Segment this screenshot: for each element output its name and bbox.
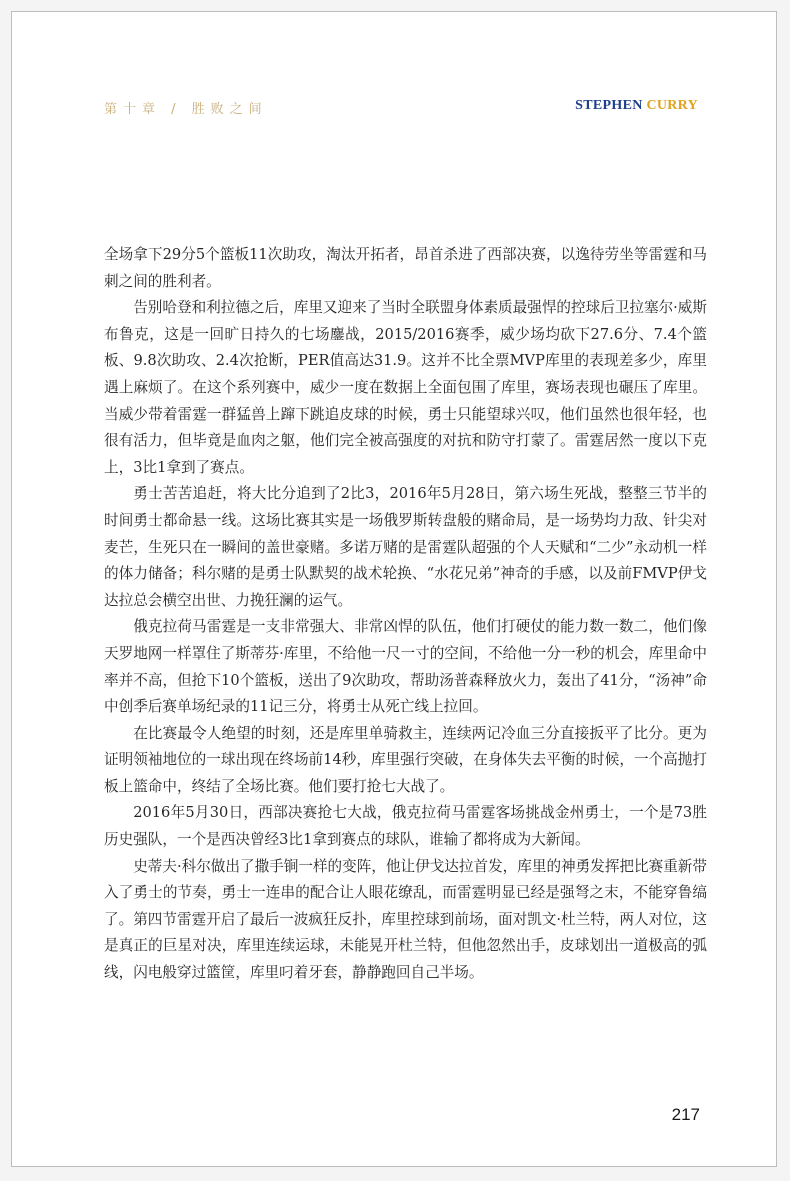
paragraph: 勇士苦苦追赶，将大比分追到了2比3，2016年5月28日，第六场生死战，整整三节半的时间勇士都命悬一线。这场比赛其实是一场俄罗斯转盘般的赌命局，是一场势均力敌、针尖对麦芒，生死只在一瞬间的盖世豪赌。多诺万赌的是雷霆队超强的个人天赋和“二少”永动机一样的体力储备；科尔赌的是勇士队默契的战术轮换、“水花兄弟”神奇的手感，以及前FMVP伊戈达拉总会横空出世、力挽狂澜的运气。 bbox=[104, 485, 707, 609]
paragraph: 2016年5月30日，西部决赛抢七大战，俄克拉荷马雷霆客场挑战金州勇士，一个是73胜历史强队，一个是西决曾经3比1拿到赛点的球队，谁输了都将成为大新闻。 bbox=[104, 804, 707, 849]
chapter-running-head: 第十章 / 胜败之间 bbox=[104, 102, 268, 117]
brand-first-word: STEPHEN bbox=[575, 98, 643, 113]
paragraph: 俄克拉荷马雷霆是一支非常强大、非常凶悍的队伍，他们打硬仗的能力数一数二，他们像天罗地网一样罩住了斯蒂芬·库里，不给他一尺一寸的空间，不给他一分一秒的机会，库里命中率并不高，但抢下10个篮板，送出了9次助攻，帮助汤普森释放火力，轰出了41分，“汤神”命中创季后赛单场纪录的11记三分，将勇士从死亡线上拉回。 bbox=[104, 618, 707, 716]
book-page bbox=[11, 11, 777, 1167]
paragraph: 在比赛最令人绝望的时刻，还是库里单骑救主，连续两记冷血三分直接扳平了比分。更为证明领袖地位的一球出现在终场前14秒，库里强行突破，在身体失去平衡的时候，一个高抛打板上篮命中，终结了全场比赛。他们要打抢七大战了。 bbox=[104, 724, 707, 795]
paragraph: 全场拿下29分5个篮板11次助攻，淘汰开拓者，昂首杀进了西部决赛，以逸待劳坐等雷霆和马刺之间的胜利者。 bbox=[104, 246, 707, 290]
paragraph: 告别哈登和利拉德之后，库里又迎来了当时全联盟身体素质最强悍的控球后卫拉塞尔·威斯布鲁克，这是一回旷日持久的七场鏖战，2015/2016赛季，威少场均砍下27.6分、7.4个篮板、9.8次助攻、2.4次抢断，PER值高达31.9。这并不比全票MVP库里的表现差多少，库里遇上麻烦了。在这个系列赛中，威少一度在数据上全面包围了库里，赛场表现也碾压了库里。当威少带着雷霆一群猛兽上蹿下跳追皮球的时候，勇士只能望球兴叹，他们虽然也很年轻，也很有活力，但毕竟是血肉之躯，他们完全被高强度的对抗和防守打蒙了。雷霆居然一度以下克上，3比1拿到了赛点。 bbox=[104, 299, 707, 476]
page-number: 217 bbox=[671, 1105, 700, 1124]
brand-second-word: CURRY bbox=[646, 98, 698, 113]
body-text bbox=[104, 242, 707, 987]
brand-logo bbox=[575, 98, 698, 114]
paragraph: 史蒂夫·科尔做出了撒手锏一样的变阵，他让伊戈达拉首发，库里的神勇发挥把比赛重新带入了勇士的节奏，勇士一连串的配合让人眼花缭乱，而雷霆明显已经是强弩之末，不能穿鲁缟了。第四节雷霆开启了最后一波疯狂反扑，库里控球到前场，面对凯文·杜兰特，两人对位，这是真正的巨星对决，库里连续运球，未能晃开杜兰特，但他忽然出手，皮球划出一道极高的弧线，闪电般穿过篮筐，库里叼着牙套，静静跑回自己半场。 bbox=[104, 857, 707, 982]
